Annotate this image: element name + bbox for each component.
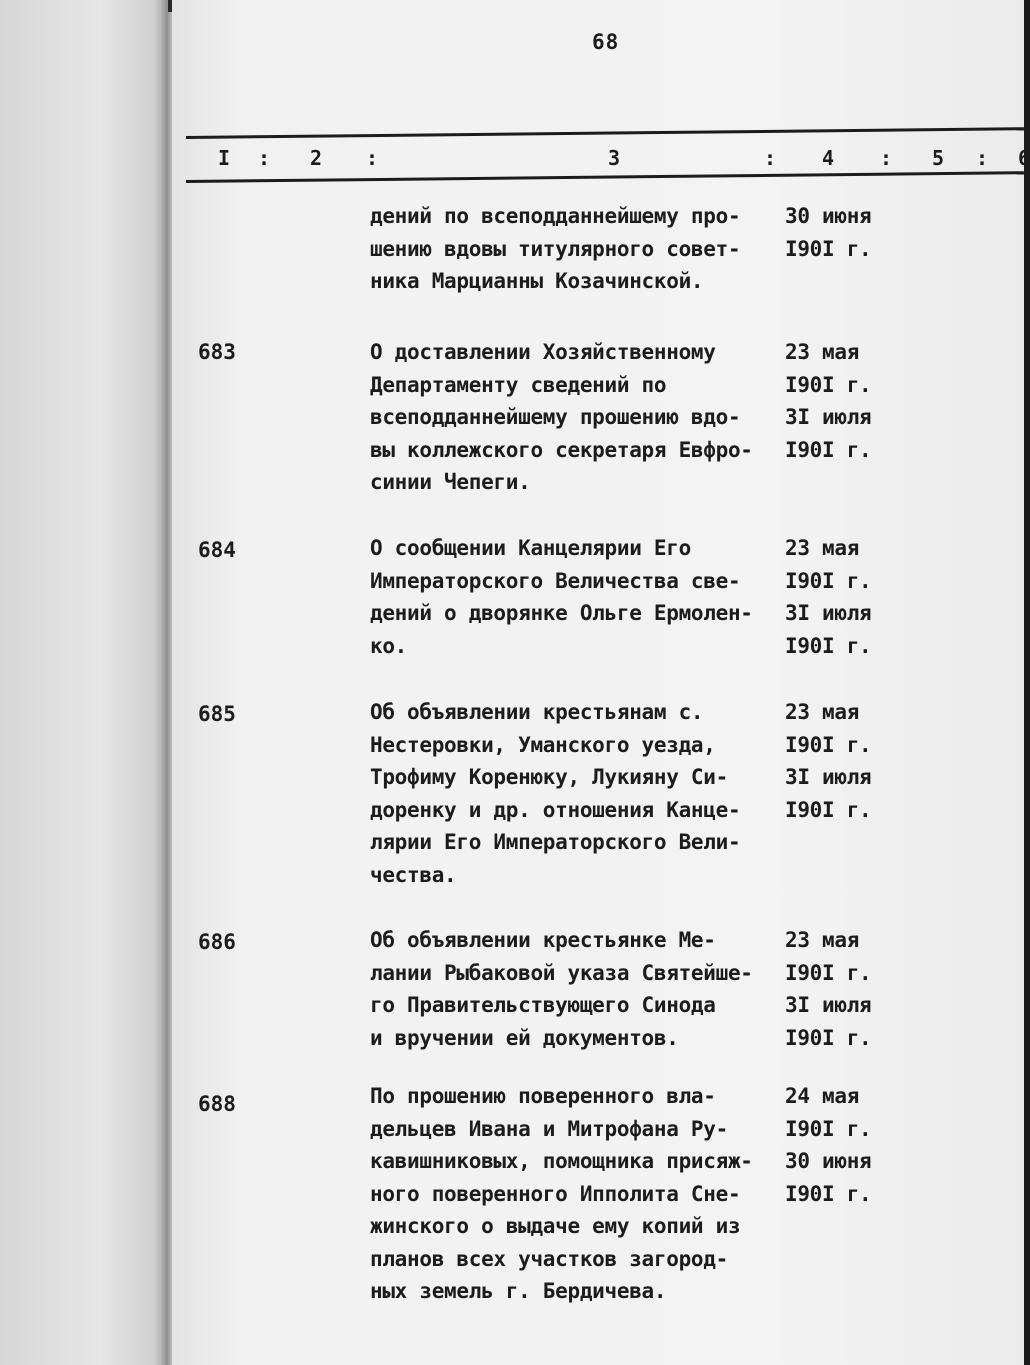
left-page — [0, 0, 168, 1365]
page-number: 68 — [592, 30, 620, 54]
entry-dates — [785, 696, 885, 826]
entry-dates — [785, 924, 885, 1054]
entry-description — [370, 696, 790, 891]
text-line: дений о дворянке Ольге Ермолен- — [370, 601, 753, 625]
text-line: Об объявлении крестьянке Ме- — [370, 928, 716, 952]
text-line: го Правительствующего Синода — [370, 993, 716, 1017]
text-line: О доставлении Хозяйственному — [370, 340, 716, 364]
text-line: чества. — [370, 862, 457, 887]
header-rule-top — [186, 127, 1024, 139]
entry-number: 684 — [198, 538, 236, 562]
col-separator: : — [366, 146, 379, 170]
text-line: кавишниковых, помощника присяж- — [370, 1149, 753, 1173]
entry-description — [370, 924, 790, 1054]
date-line: I90I г. — [785, 437, 872, 462]
entry-dates — [785, 200, 885, 265]
text-line: доренку и др. отношения Канце- — [370, 797, 741, 822]
date-line: 23 мая — [785, 536, 860, 560]
date-line: I90I г. — [785, 797, 872, 822]
text-line: ника Марцианны Козачинской. — [370, 269, 704, 293]
text-line: Нестеровки, Уманского уезда, — [370, 732, 716, 757]
text-line: жинского о выдаче ему копий из — [370, 1214, 741, 1238]
date-line: I90I г. — [785, 1025, 872, 1050]
entry-dates — [785, 532, 885, 662]
text-line: лярии Его Императорского Вели- — [370, 830, 741, 854]
col-header-2: 2 — [310, 146, 323, 170]
text-line: планов всех участков загород- — [370, 1246, 728, 1271]
entry-number: 688 — [198, 1092, 236, 1116]
text-line: шению вдовы титулярного совет- — [370, 236, 741, 261]
date-line: 30 июня — [785, 1149, 872, 1173]
text-line: всеподданнейшему прошению вдо- — [370, 405, 741, 429]
date-line: 30 июня — [785, 204, 872, 228]
col-header-3: 3 — [608, 146, 621, 170]
entry-number: 683 — [198, 340, 236, 364]
entry-description — [370, 200, 790, 298]
col-header-1: I — [218, 146, 231, 170]
date-line: 23 мая — [785, 700, 860, 724]
entry-description — [370, 1080, 790, 1308]
col-separator: : — [258, 146, 271, 170]
text-line: дельцев Ивана и Митрофана Ру- — [370, 1116, 728, 1141]
col-separator: : — [976, 146, 989, 170]
date-line: I90I г. — [785, 236, 872, 261]
text-line: Об объявлении крестьянам с. — [370, 700, 704, 724]
entry-dates — [785, 1080, 885, 1210]
text-line: ных земель г. Бердичева. — [370, 1279, 667, 1303]
text-line: вы коллежского секретаря Евфро- — [370, 437, 753, 462]
text-line: ко. — [370, 633, 408, 658]
text-line: синии Чепеги. — [370, 470, 531, 494]
col-separator: : — [764, 146, 777, 170]
text-line: О сообщении Канцелярии Его — [370, 536, 691, 560]
date-line: 23 мая — [785, 340, 860, 364]
entry-description — [370, 336, 790, 499]
text-line: Императорского Величества све- — [370, 568, 741, 593]
date-line: 3I июля — [785, 765, 872, 789]
text-line: Трофиму Коренюку, Лукияну Си- — [370, 765, 728, 789]
date-line: I90I г. — [785, 1116, 872, 1141]
date-line: 3I июля — [785, 601, 872, 625]
date-line: 3I июля — [785, 405, 872, 429]
entry-description — [370, 532, 790, 662]
date-line: I90I г. — [785, 960, 872, 985]
text-line: По прошению поверенного вла- — [370, 1084, 716, 1108]
entry-number: 686 — [198, 930, 236, 954]
date-line: 3I июля — [785, 993, 872, 1017]
text-line: и вручении ей документов. — [370, 1025, 679, 1050]
col-separator: : — [880, 146, 893, 170]
text-line: дений по всеподданнейшему про- — [370, 204, 741, 228]
col-header-4: 4 — [822, 146, 835, 170]
text-line: Департаменту сведений по — [370, 372, 667, 397]
date-line: I90I г. — [785, 1181, 872, 1206]
date-line: 23 мая — [785, 928, 860, 952]
date-line: 24 мая — [785, 1084, 860, 1108]
date-line: I90I г. — [785, 633, 872, 658]
text-line: ного поверенного Ипполита Сне- — [370, 1181, 741, 1206]
entry-number: 685 — [198, 702, 236, 726]
col-header-5: 5 — [932, 146, 945, 170]
col-header-6: 6 — [1018, 146, 1030, 170]
document-page — [172, 0, 1030, 1365]
text-line: лании Рыбаковой указа Святейше- — [370, 960, 753, 985]
entry-dates — [785, 336, 885, 466]
date-line: I90I г. — [785, 568, 872, 593]
date-line: I90I г. — [785, 732, 872, 757]
date-line: I90I г. — [785, 372, 872, 397]
